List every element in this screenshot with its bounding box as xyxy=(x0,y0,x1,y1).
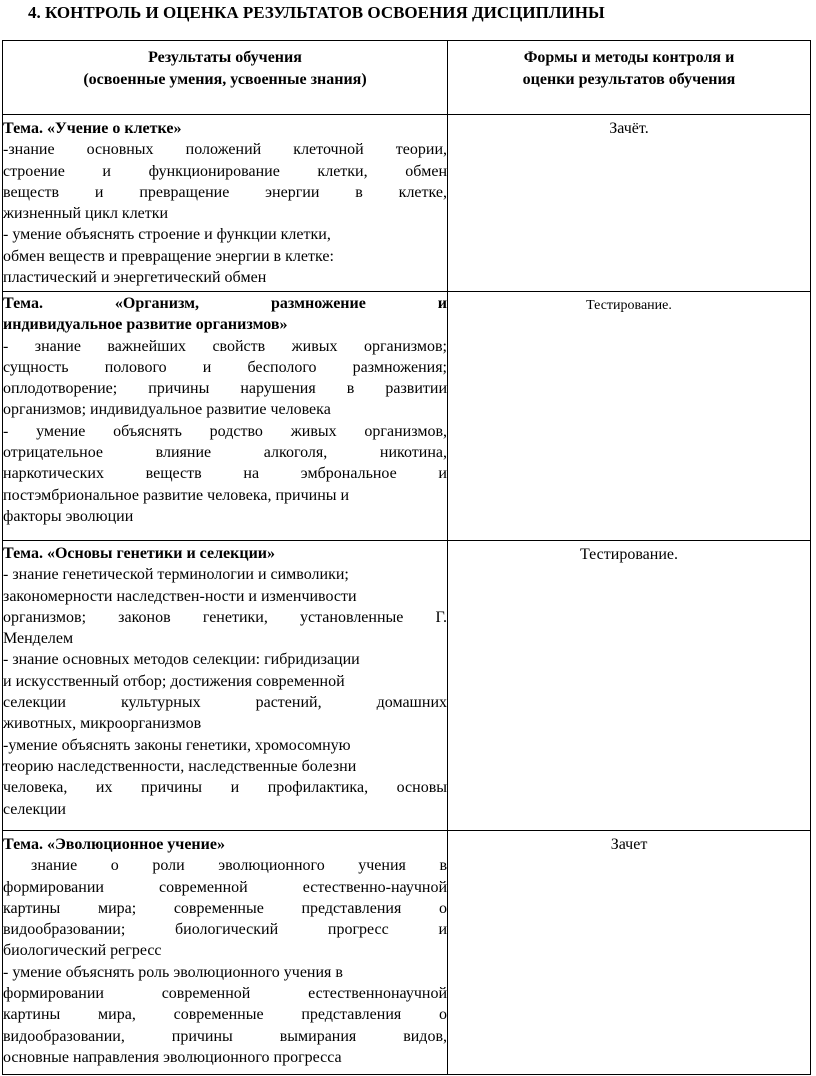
text-line: - умение объяснять строение и функции клетки, xyxy=(3,226,331,244)
control-method: Зачёт. xyxy=(609,120,649,137)
text-line: -знание основных положений клеточной теории, xyxy=(3,141,447,159)
text-line: постэмбриональное развитие человека, причины и xyxy=(3,486,350,504)
control-method: Тестирование. xyxy=(586,298,672,313)
text-line: - знание генетической терминологии и символики; xyxy=(3,566,349,584)
text-line: обмен веществ и превращение энергии в клетке: xyxy=(3,247,334,265)
result-cell xyxy=(3,115,448,292)
text-line: пластический и энергетический обмен xyxy=(3,269,267,287)
header-results-line: (освоенные умения, усвоенные знания) xyxy=(83,71,367,88)
text-line: строение и функционирование клетки, обмен xyxy=(3,162,447,180)
text-line: -умение объяснять законы генетики, хромосомную xyxy=(3,736,351,754)
text-line: видообразовании; биологический прогресс и xyxy=(3,921,447,939)
text-line: закономерности наследствен-ности и изменчивости xyxy=(3,587,357,605)
text-line: знание о роли эволюционного учения в xyxy=(31,857,447,875)
text-line: сущность полового и бесполого размножения; xyxy=(3,358,447,376)
topic-title: Тема. «Учение о клетке» xyxy=(3,120,182,137)
table-row xyxy=(3,831,811,1075)
header-results-line: Результаты обучения xyxy=(148,49,302,66)
text-line: отрицательное влияние алкоголя, никотина, xyxy=(3,444,447,462)
method-cell xyxy=(448,541,811,831)
table-row xyxy=(3,115,811,292)
text-line: организмов; индивидуальное развитие человека xyxy=(3,401,331,419)
method-cell xyxy=(448,115,811,292)
header-methods-line: Формы и методы контроля и xyxy=(523,49,735,66)
text-line: человека, их причины и профилактика, основы xyxy=(3,779,447,797)
text-line: Менделем xyxy=(3,630,74,648)
topic-title: Тема. «Эволюционное учение» xyxy=(3,836,225,853)
text-line: - знание важнейших свойств живых организмов; xyxy=(3,337,447,355)
text-line: селекции xyxy=(3,800,66,818)
result-cell xyxy=(3,831,448,1075)
result-cell xyxy=(3,541,448,831)
text-line: организмов; законов генетики, установленные Г. xyxy=(3,608,447,626)
topic-title: Тема. «Основы генетики и селекции» xyxy=(3,545,276,562)
text-line: видообразовании, причины вымирания видов, xyxy=(3,1027,447,1045)
header-results xyxy=(3,41,448,115)
text-line: - умение объяснять родство живых организмов, xyxy=(3,422,447,440)
text-line: веществ и превращение энергии в клетке, xyxy=(3,183,447,201)
control-method: Тестирование. xyxy=(580,546,678,563)
text-line: - умение объяснять роль эволюционного учения в xyxy=(3,963,343,981)
text-line: теорию наследственности, наследственные болезни xyxy=(3,757,357,775)
text-line: - знание основных методов селекции: гибридизации xyxy=(3,651,360,669)
text-line: и искусственный отбор; достижения современной xyxy=(3,672,345,690)
document-title: 4. КОНТРОЛЬ И ОЦЕНКА РЕЗУЛЬТАТОВ ОСВОЕНИЯ ДИСЦИПЛИНЫ xyxy=(28,3,605,22)
text-line: наркотических веществ на эмбрональное и xyxy=(3,465,447,483)
topic-title: Тема. «Организм, размножение и xyxy=(3,295,447,312)
text-line: основные направления эволюционного прогресса xyxy=(3,1048,342,1066)
method-cell xyxy=(448,292,811,541)
result-cell xyxy=(3,292,448,541)
control-method: Зачет xyxy=(610,836,648,853)
text-line: факторы эволюции xyxy=(3,507,134,525)
method-cell xyxy=(448,831,811,1075)
text-line: формировании современной естественно-научной xyxy=(3,878,447,896)
header-methods-line: оценки результатов обучения xyxy=(522,71,736,88)
text-line: оплодотворение; причины нарушения в развитии xyxy=(3,380,447,398)
text-line: биологический регресс xyxy=(3,942,162,960)
text-line: картины мира, современные представления о xyxy=(3,1006,447,1024)
text-line: селекции культурных растений, домашних xyxy=(3,694,447,712)
table-row xyxy=(3,292,811,541)
text-line: животных, микроорганизмов xyxy=(3,715,202,733)
text-line: формировании современной естественнонаучной xyxy=(3,985,447,1003)
text-line: картины мира; современные представления о xyxy=(3,899,447,917)
text-line: жизненный цикл клетки xyxy=(3,205,169,223)
header-methods xyxy=(448,41,811,115)
results-table xyxy=(2,40,811,1075)
table-row xyxy=(3,541,811,831)
table-header-row xyxy=(3,41,811,115)
topic-title: индивидуальное развитие организмов» xyxy=(3,316,288,334)
